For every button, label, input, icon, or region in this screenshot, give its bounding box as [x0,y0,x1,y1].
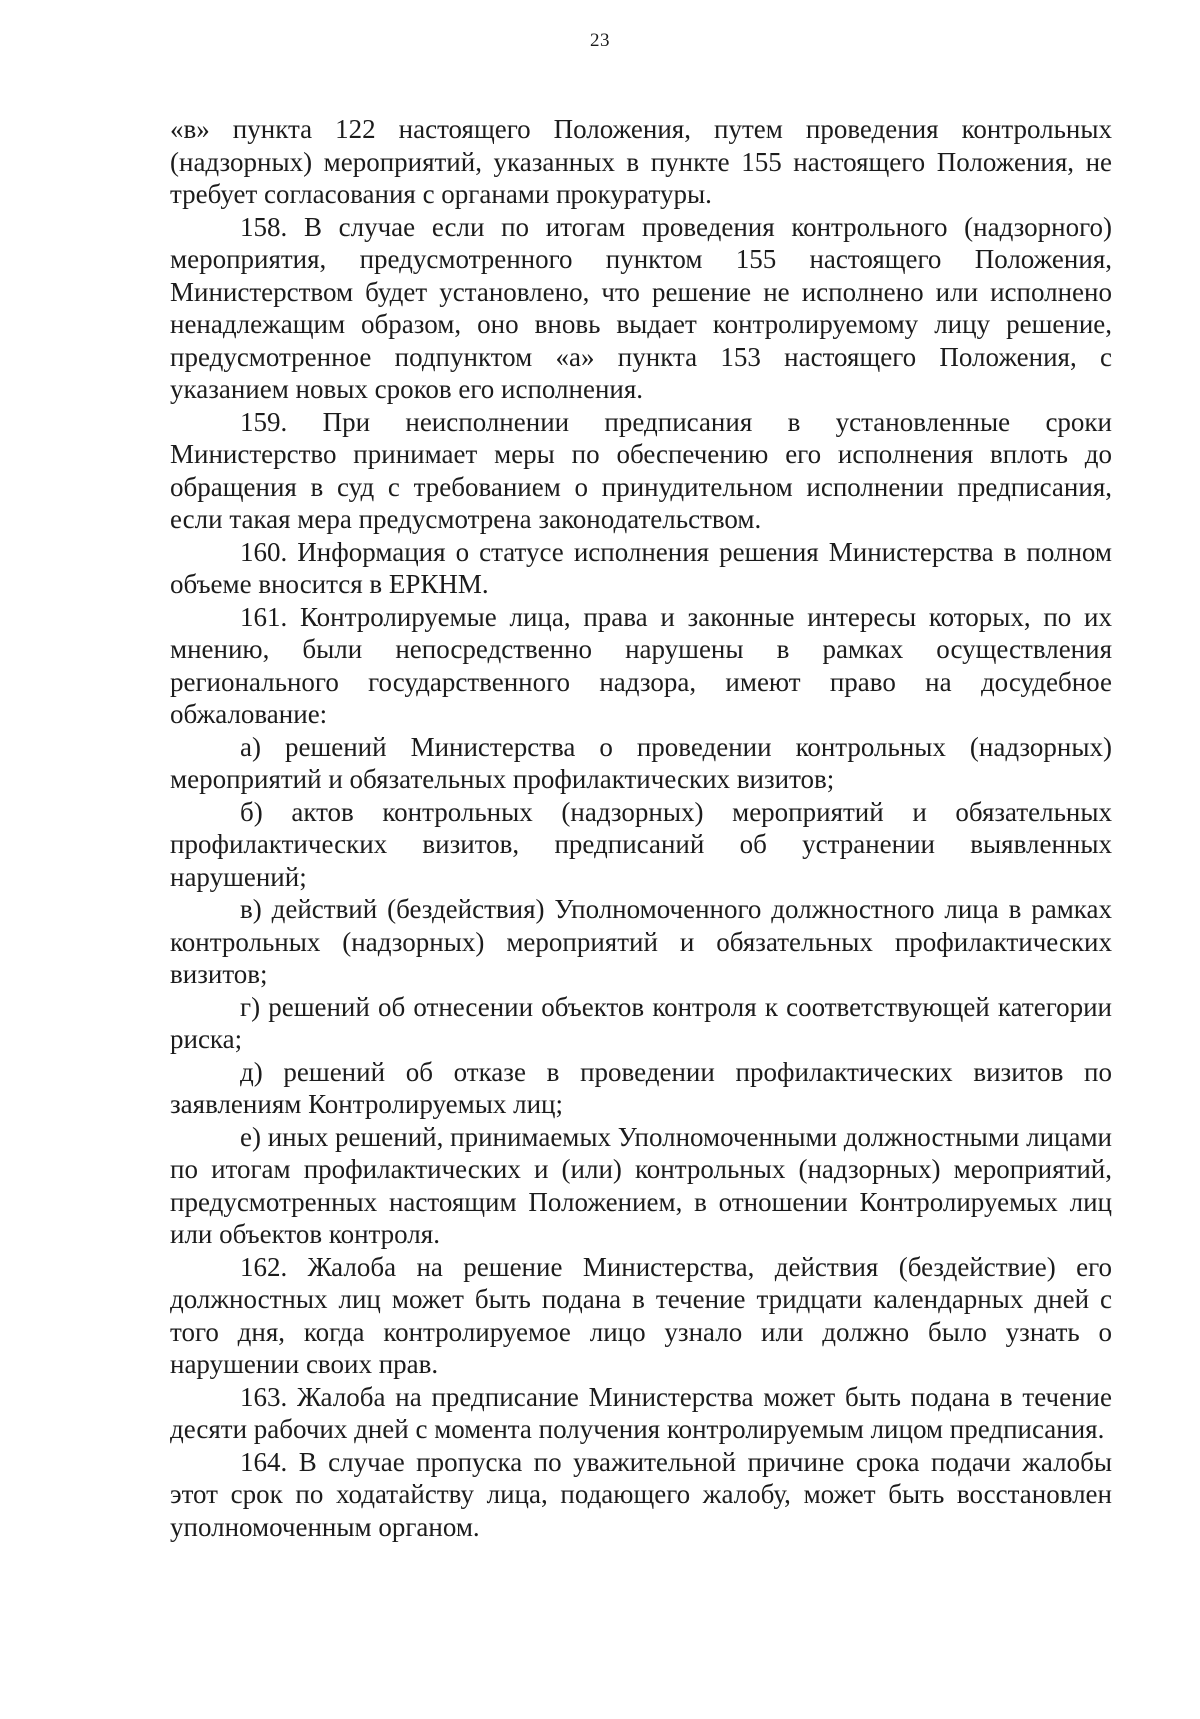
paragraph-161-v: в) действий (бездействия) Уполномоченного должностного лица в рамках контрольных (надзорных) мероприятий и обязательных профилактических визитов; [170,894,1112,989]
paragraph-161-d: д) решений об отказе в проведении профилактических визитов по заявлениям Контролируемых лиц; [170,1056,1112,1119]
paragraph-continuation: «в» пункта 122 настоящего Положения, путем проведения контрольных (надзорных) мероприятий, указанных в пункте 155 настоящего Положения, не требует согласования с органами прокуратуры. [170,114,1112,209]
page-number: 23 [590,30,610,51]
paragraph-159: 159. При неисполнении предписания в установленные сроки Министерство принимает меры по обеспечению его исполнения вплоть до обращения в суд с требованием о принудительном исполнении предписания, если такая мера предусмотрена законодательством. [170,406,1112,534]
paragraph-161-b: б) актов контрольных (надзорных) мероприятий и обязательных профилактических визитов, предписаний об устранении выявленных нарушений; [170,796,1112,892]
document-body [170,113,1112,1543]
paragraph-164: 164. В случае пропуска по уважительной причине срока подачи жалобы этот срок по ходатайству лица, подающего жалобу, может быть восстановлен уполномоченным органом. [170,1446,1112,1542]
paragraph-162: 162. Жалоба на решение Министерства, действия (бездействие) его должностных лиц может быть подана в течение тридцати календарных дней с того дня, когда контролируемое лицо узнало или должно было узнать о нарушении своих прав. [170,1251,1112,1379]
paragraph-161-a: а) решений Министерства о проведении контрольных (надзорных) мероприятий и обязательных профилактических визитов; [170,731,1112,794]
paragraph-160: 160. Информация о статусе исполнения решения Министерства в полном объеме вносится в ЕРКНМ. [170,536,1112,599]
paragraph-163: 163. Жалоба на предписание Министерства может быть подана в течение десяти рабочих дней с момента получения контролируемым лицом предписания. [170,1381,1112,1444]
paragraph-161-g: г) решений об отнесении объектов контроля к соответствующей категории риска; [170,991,1112,1054]
paragraph-161: 161. Контролируемые лица, права и законные интересы которых, по их мнению, были непосредственно нарушены в рамках осуществления регионального государственного надзора, имеют право на досудебное обжалование: [170,601,1112,729]
paragraph-158: 158. В случае если по итогам проведения контрольного (надзорного) мероприятия, предусмотренного пунктом 155 настоящего Положения, Министерством будет установлено, что решение не исполнено или исполнено ненадлежащим образом, оно вновь выдает контролируемому лицу решение, предусмотренное подпунктом «а» пункта 153 настоящего Положения, с указанием новых сроков его исполнения. [170,211,1112,404]
paragraph-161-e: е) иных решений, принимаемых Уполномоченными должностными лицами по итогам профилактических и (или) контрольных (надзорных) мероприятий, предусмотренных настоящим Положением, в отношении Контролируемых лиц или объектов контроля. [170,1121,1112,1249]
